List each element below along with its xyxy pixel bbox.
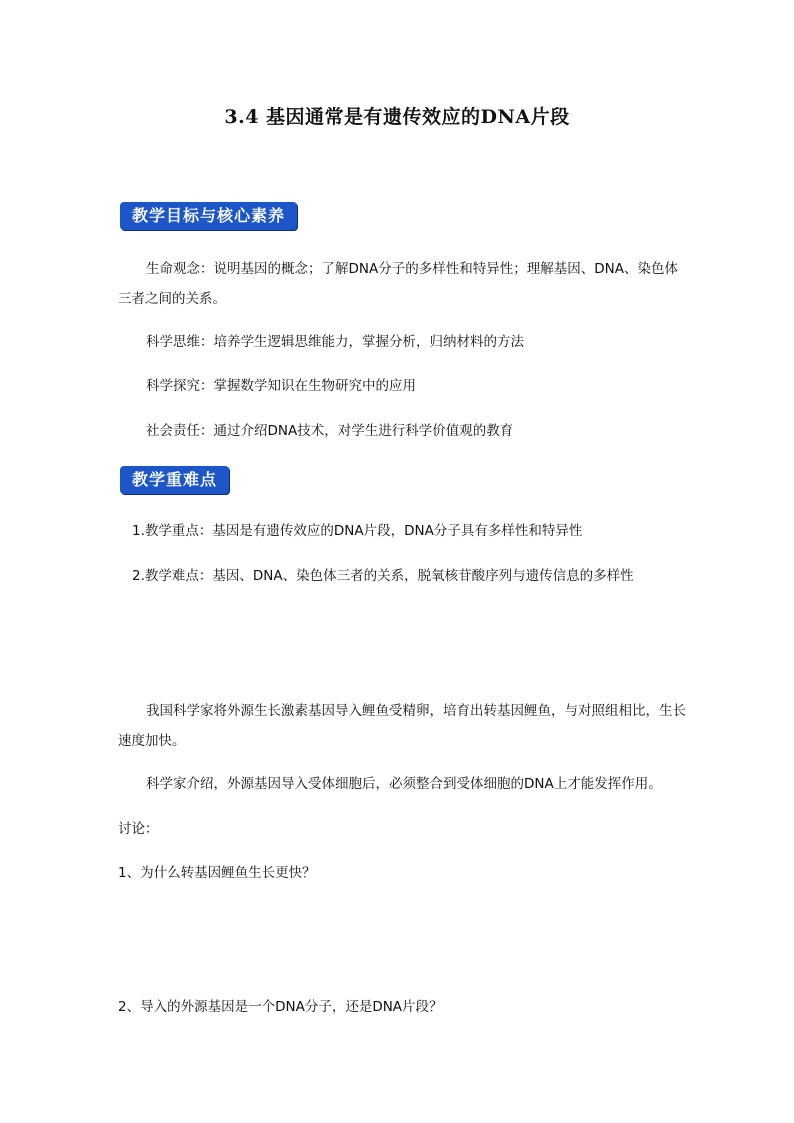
intro-paragraph: 我国科学家将外源生长激素基因导入鲤鱼受精卵，培育出转基因鲤鱼，与对照组相比，生长速度加快。 — [118, 703, 686, 749]
difficult-point-item: 2.教学难点：基因、DNA、染色体三者的关系，脱氧核苷酸序列与遗传信息的多样性 — [132, 568, 634, 584]
discussion-label: 讨论： — [118, 821, 159, 837]
discussion-question: 2、导入的外源基因是一个DNA分子，还是DNA片段？ — [118, 999, 443, 1015]
objective-life-concept: 生命观念：说明基因的概念；了解DNA分子的多样性和特异性；理解基因、DNA、染色体三者之间的关系。 — [118, 261, 678, 307]
key-point-item: 1.教学重点：基因是有遗传效应的DNA片段，DNA分子具有多样性和特异性 — [132, 523, 583, 539]
discussion-question: 1、为什么转基因鲤鱼生长更快？ — [118, 865, 316, 881]
objective-scientific-thinking: 科学思维：培养学生逻辑思维能力，掌握分析，归纳材料的方法 — [146, 334, 524, 350]
objective-scientific-inquiry: 科学探究：掌握数学知识在生物研究中的应用 — [146, 378, 416, 394]
objective-social-responsibility: 社会责任：通过介绍DNA技术，对学生进行科学价值观的教育 — [146, 423, 514, 439]
page-title: 3.4 基因通常是有遗传效应的DNA片段 — [224, 106, 570, 128]
intro-paragraph: 科学家介绍，外源基因导入受体细胞后，必须整合到受体细胞的DNA上才能发挥作用。 — [146, 776, 662, 792]
section-badge-objectives: 教学目标与核心素养 — [120, 202, 297, 230]
section-badge-key-points: 教学重难点 — [120, 466, 229, 494]
